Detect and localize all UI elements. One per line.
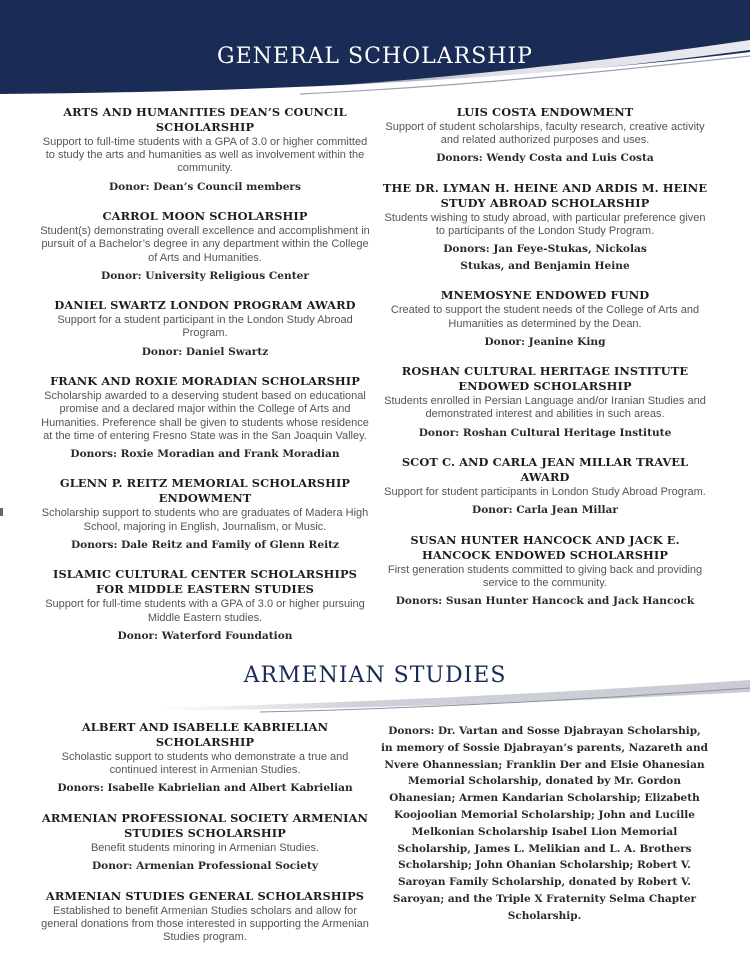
- scholarship-title: DANIEL SWARTZ LONDON PROGRAM AWARD: [54, 298, 356, 313]
- scholarship-donor: Donor: Daniel Swartz: [141, 345, 269, 358]
- scholarship-title: ARMENIAN PROFESSIONAL SOCIETY ARMENIAN STUDIES SCHOLARSHIP: [41, 810, 369, 840]
- scholarship-title: ROSHAN CULTURAL HERITAGE INSTITUTE ENDOWED SCHOLARSHIP: [401, 364, 689, 394]
- scholarship-description: Students wishing to study abroad, with particular preference given to participants of the London Study Program.: [384, 211, 706, 238]
- section-title-armenian-studies: ARMENIAN STUDIES: [243, 663, 507, 688]
- armenian-left-column: [40, 720, 370, 958]
- section-swoosh-graphic: [0, 676, 750, 716]
- scholarship-entry: [380, 455, 710, 519]
- scholarship-entry: [40, 720, 370, 797]
- scholarship-title: LUIS COSTA ENDOWMENT: [456, 105, 634, 119]
- scholarship-title: ALBERT AND ISABELLE KABRIELIAN SCHOLARSHIP: [81, 720, 329, 749]
- scholarship-description: Support for student participants in London Study Abroad Program.: [384, 486, 706, 499]
- scholarship-description: Benefit students minoring in Armenian Studies.: [90, 841, 320, 854]
- scholarship-description: Support for a student participant in the London Study Abroad Program.: [57, 314, 353, 340]
- scholarship-title: SUSAN HUNTER HANCOCK AND JACK E. HANCOCK ENDOWED SCHOLARSHIP: [410, 532, 680, 562]
- scholarship-entry: [380, 181, 710, 274]
- scholarship-entry: [380, 533, 710, 610]
- scholarship-entry: [40, 105, 370, 195]
- scholarship-donor: Donor: Waterford Foundation: [117, 629, 293, 642]
- scholarship-title: SCOT C. AND CARLA JEAN MILLAR TRAVEL AWARD: [401, 455, 689, 485]
- page-title: GENERAL SCHOLARSHIP: [217, 44, 533, 69]
- scholarship-entry: [380, 288, 710, 350]
- scholarship-description: Created to support the student needs of the College of Arts and Humanities as determined by the Dean.: [390, 304, 700, 330]
- general-right-column: [380, 105, 710, 624]
- scholarship-title: ARMENIAN STUDIES GENERAL SCHOLARSHIPS: [45, 888, 365, 903]
- general-left-column: [40, 105, 370, 658]
- scholarship-donor: Donor: University Religious Center: [101, 269, 309, 282]
- scholarship-donor: Donors: Dale Reitz and Family of Glenn Reitz: [70, 538, 340, 551]
- scholarship-description: Established to benefit Armenian Studies scholars and allow for general donations from those interested in supporting the Armenian Studies program.: [41, 904, 369, 944]
- scholarship-donor: Donor: Dean’s Council members: [109, 180, 301, 193]
- scholarship-donor: Donor: Armenian Professional Society: [91, 860, 319, 873]
- scholarship-entry: [40, 298, 370, 360]
- scholarship-description: Student(s) demonstrating overall excellence and accomplishment in pursuit of a Bachelor’s degree in any department within the College of Arts and Humanities.: [40, 225, 370, 264]
- scholarship-donor: Donor: Jeanine King: [484, 335, 606, 348]
- scholarship-entry: [40, 889, 370, 945]
- scholarship-description: Support of student scholarships, faculty research, creative activity and related authorized purposes and uses.: [385, 121, 705, 147]
- scholarship-donor: Donors: Isabelle Kabrielian and Albert Kabrielian: [57, 782, 353, 795]
- scholarship-entry: [40, 567, 370, 644]
- scholarship-description: Students enrolled in Persian Language and/or Iranian Studies and demonstrated interest and abilities in such areas.: [384, 395, 706, 421]
- scholarship-title: CARROL MOON SCHOLARSHIP: [102, 209, 308, 224]
- scholarship-entry: [380, 364, 710, 441]
- scholarship-donor: Donors: Jan Feye-Stukas, Nickolas Stukas, and Benjamin Heine: [443, 243, 647, 272]
- scholarship-title: MNEMOSYNE ENDOWED FUND: [440, 288, 650, 303]
- scholarship-description: Support to full-time students with a GPA of 3.0 or higher committed to study the arts and humanities as well as involvement within the community.: [42, 136, 368, 175]
- scholarship-title: ARTS AND HUMANITIES DEAN’S COUNCIL SCHOLARSHIP: [63, 105, 347, 134]
- scholarship-donor: Donors: Wendy Costa and Luis Costa: [436, 152, 654, 165]
- margin-mark: [0, 508, 3, 516]
- scholarship-entry: [40, 209, 370, 284]
- scholarship-donor: Donor: Carla Jean Millar: [472, 504, 618, 517]
- scholarship-entry: [40, 374, 370, 462]
- scholarship-entry: [40, 476, 370, 553]
- scholarship-donor: Donor: Roshan Cultural Heritage Institute: [418, 426, 672, 439]
- scholarship-description: Support for full-time students with a GPA of 3.0 or higher pursuing Middle Eastern studies.: [45, 598, 365, 624]
- scholarship-title: GLENN P. REITZ MEMORIAL SCHOLARSHIP ENDOWMENT: [59, 476, 351, 506]
- scholarship-entry: [40, 811, 370, 875]
- scholarship-title: FRANK AND ROXIE MORADIAN SCHOLARSHIP: [50, 374, 360, 389]
- scholarship-description: Scholastic support to students who demonstrate a true and continued interest in Armenian Studies.: [61, 751, 349, 777]
- armenian-donors-list: Donors: Dr. Vartan and Sosse Djabrayan Scholarship, in memory of Sossie Djabrayan’s parents, Nazareth and Nvere Ohannessian; Franklin Der and Elsie Ohanesian Memorial Scholarship, donated by Mr. Gordon Ohanesian; Armen Kandarian Scholarship; Elizabeth Koojoolian Memorial Scholarship; John and Lucille Melkonian Scholarship Isabel Lion Memorial Scholarship, James L. Melikian and L. A. Brothers Scholarship; John Ohanian Scholarship; Robert V. Saroyan Family Scholarship, donated by Robert V. Saroyan; and the Triple X Fraternity Selma Chapter Scholarship.: [381, 725, 708, 922]
- scholarship-donor: Donors: Roxie Moradian and Frank Moradian: [70, 447, 340, 460]
- scholarship-description: Scholarship awarded to a deserving student based on educational promise and a declared major within the College of Arts and Humanities. Preference shall be given to students whose residence at the time of entering Fresno State was in the San Joaquin Valley.: [41, 390, 369, 442]
- scholarship-entry: [380, 105, 710, 167]
- scholarship-title: THE DR. LYMAN H. HEINE AND ARDIS M. HEINE STUDY ABROAD SCHOLARSHIP: [382, 180, 708, 210]
- scholarship-description: First generation students committed to giving back and providing service to the community.: [387, 563, 703, 590]
- scholarship-description: Scholarship support to students who are graduates of Madera High School, majoring in English, Journalism, or Music.: [41, 507, 369, 533]
- scholarship-donor: Donors: Susan Hunter Hancock and Jack Hancock: [395, 595, 695, 608]
- scholarship-title: ISLAMIC CULTURAL CENTER SCHOLARSHIPS FOR MIDDLE EASTERN STUDIES: [53, 567, 357, 597]
